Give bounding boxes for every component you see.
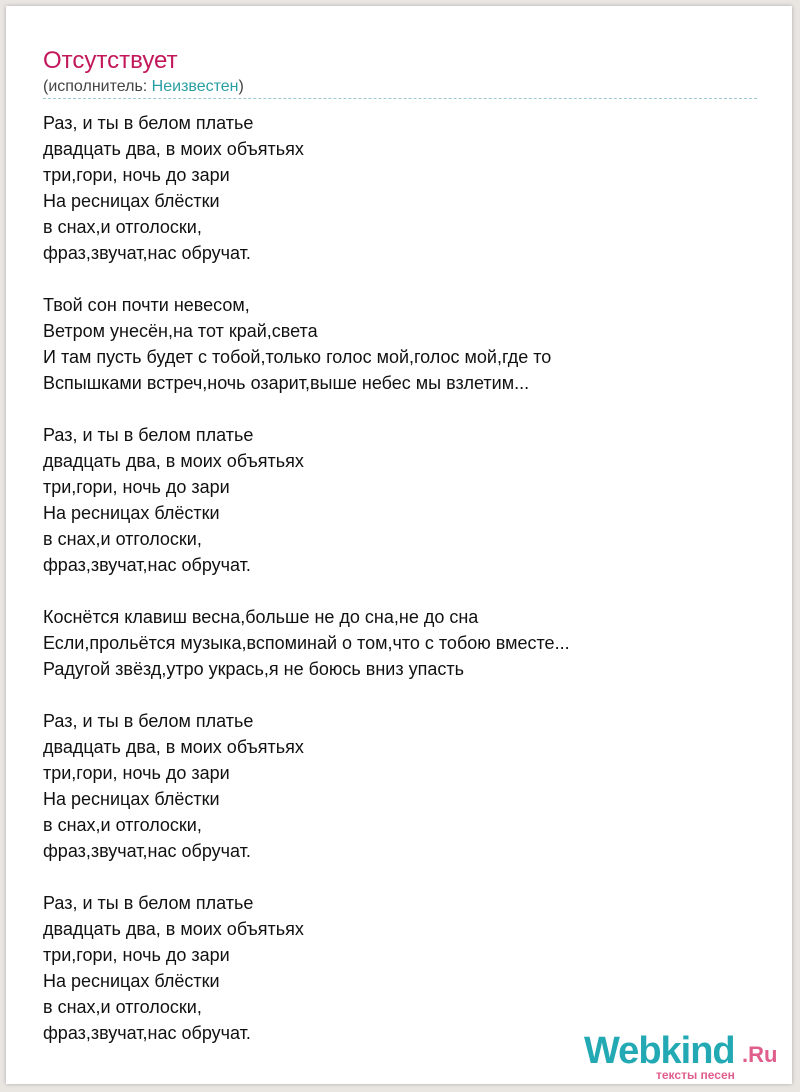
lyric-line: двадцать два, в моих объятьях (43, 139, 304, 159)
lyric-line: фраз,звучат,нас обручат. (43, 841, 251, 861)
lyrics-sheet (6, 6, 792, 1084)
lyric-line: фраз,звучат,нас обручат. (43, 243, 251, 263)
lyric-line: двадцать два, в моих объятьях (43, 737, 304, 757)
site-logo[interactable] (584, 1030, 784, 1080)
logo-tagline: тексты песен (656, 1068, 735, 1082)
lyric-line: Ветром унесён,на тот край,света (43, 321, 318, 341)
lyric-line: три,гори, ночь до зари (43, 763, 230, 783)
lyric-line: в снах,и отголоски, (43, 815, 202, 835)
lyric-line: Раз, и ты в белом платье (43, 711, 254, 731)
lyrics-stanza (43, 604, 763, 682)
lyric-line: в снах,и отголоски, (43, 529, 202, 549)
lyrics-stanza (43, 292, 763, 396)
lyric-line: На ресницах блёстки (43, 191, 220, 211)
lyric-line: Раз, и ты в белом платье (43, 425, 254, 445)
lyrics-stanza (43, 708, 763, 864)
lyric-line: Радугой звёзд,утро укрась,я не боюсь вниз упасть (43, 659, 464, 679)
lyric-line: в снах,и отголоски, (43, 217, 202, 237)
lyric-line: И там пусть будет с тобой,только голос мой,голос мой,где то (43, 347, 552, 367)
lyrics-stanza (43, 110, 763, 266)
logo-tld: .Ru (742, 1042, 778, 1067)
lyric-line: три,гори, ночь до зари (43, 477, 230, 497)
lyric-line: Твой сон почти невесом, (43, 295, 250, 315)
lyric-line: На ресницах блёстки (43, 503, 220, 523)
lyric-line: На ресницах блёстки (43, 789, 220, 809)
song-title: Отсутствует (43, 47, 178, 74)
lyric-line: три,гори, ночь до зари (43, 945, 230, 965)
lyric-line: три,гори, ночь до зари (43, 165, 230, 185)
lyric-line: фраз,звучат,нас обручат. (43, 555, 251, 575)
lyrics-body (43, 110, 763, 1072)
lyric-line: Если,прольётся музыка,вспоминай о том,что с тобою вместе... (43, 633, 570, 653)
artist-link[interactable]: Неизвестен (151, 78, 239, 95)
lyrics-stanza (43, 422, 763, 578)
lyric-line: Коснётся клавиш весна,больше не до сна,не до сна (43, 607, 479, 627)
performer-line (43, 77, 244, 97)
lyric-line: Вспышками встреч,ночь озарит,выше небес мы взлетим... (43, 373, 530, 393)
lyric-line: двадцать два, в моих объятьях (43, 451, 304, 471)
logo-wordmark: Webkind (584, 1030, 735, 1072)
lyric-line: в снах,и отголоски, (43, 997, 202, 1017)
lyric-line: Раз, и ты в белом платье (43, 113, 254, 133)
lyrics-stanza (43, 890, 763, 1046)
lyric-line: На ресницах блёстки (43, 971, 220, 991)
header-divider (43, 98, 757, 99)
performer-suffix: ) (238, 78, 244, 95)
lyric-line: Раз, и ты в белом платье (43, 893, 254, 913)
lyric-line: фраз,звучат,нас обручат. (43, 1023, 251, 1043)
performer-prefix: (исполнитель: (43, 78, 152, 95)
lyric-line: двадцать два, в моих объятьях (43, 919, 304, 939)
